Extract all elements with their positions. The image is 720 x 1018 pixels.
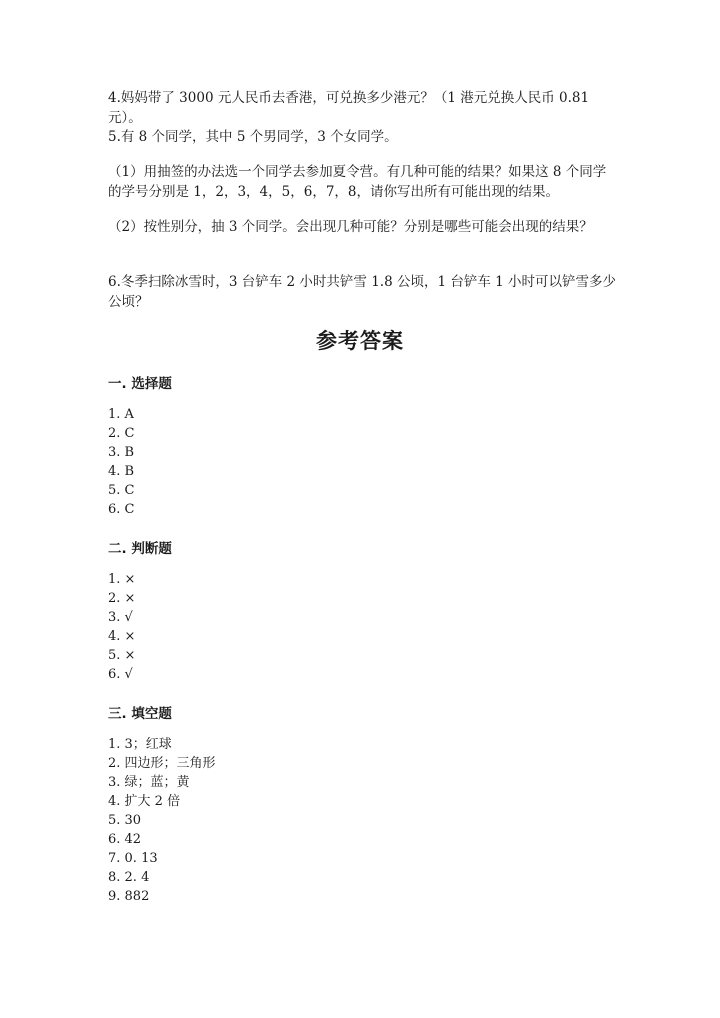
section-heading-choice: 一. 选择题 [108, 376, 172, 392]
answer-item: 7. 0. 13 [108, 851, 158, 866]
answer-item: 6. √ [108, 667, 133, 682]
answer-item: 5. × [108, 648, 136, 663]
answer-item: 6. C [108, 502, 135, 517]
answer-item: 2. × [108, 591, 136, 606]
section-heading-fill-blank: 三. 填空题 [108, 706, 172, 722]
answer-item: 3. √ [108, 610, 133, 625]
answer-item: 5. 30 [108, 813, 142, 828]
answer-item: 4. 扩大 2 倍 [108, 794, 181, 809]
answer-item: 8. 2. 4 [108, 870, 150, 885]
question-6: 6.冬季扫除冰雪时，3 台铲车 2 小时共铲雪 1.8 公顷，1 台铲车 1 小时可以铲雪多少公顷？ [108, 274, 617, 310]
answer-key-title: 参考答案 [316, 328, 404, 353]
question-5-part-1: （1）用抽签的办法选一个同学去参加夏令营。有几种可能的结果？如果这 8 个同学的学号分别是 1，2，3，4，5，6，7，8，请你写出所有可能出现的结果。 [108, 164, 607, 200]
answer-item: 5. C [108, 483, 135, 498]
question-5-part-2: （2）按性别分，抽 3 个同学。会出现几种可能？分别是哪些可能会出现的结果？ [108, 219, 593, 235]
answer-item: 6. 42 [108, 832, 142, 847]
judgement-answers-list [108, 570, 135, 684]
answer-item: 4. × [108, 629, 136, 644]
answer-item: 9. 882 [108, 889, 150, 904]
answer-item: 1. 3；红球 [108, 737, 172, 752]
answer-item: 1. A [108, 407, 134, 422]
section-heading-judgement: 二. 判断题 [108, 541, 172, 557]
answer-item: 3. 绿；蓝；黄 [108, 775, 190, 790]
answer-item: 2. 四边形；三角形 [108, 756, 216, 771]
question-4: 4.妈妈带了 3000 元人民币去香港，可兑换多少港元？（1 港元兑换人民币 0.81 元）。 [108, 90, 590, 126]
answer-item: 2. C [108, 426, 135, 441]
answer-item: 1. × [108, 572, 136, 587]
answer-item: 4. B [108, 464, 135, 479]
fill-blank-answers-list [108, 735, 216, 906]
question-5: 5.有 8 个同学，其中 5 个男同学，3 个女同学。 [108, 129, 398, 145]
choice-answers-list [108, 405, 134, 519]
answer-item: 3. B [108, 445, 135, 460]
